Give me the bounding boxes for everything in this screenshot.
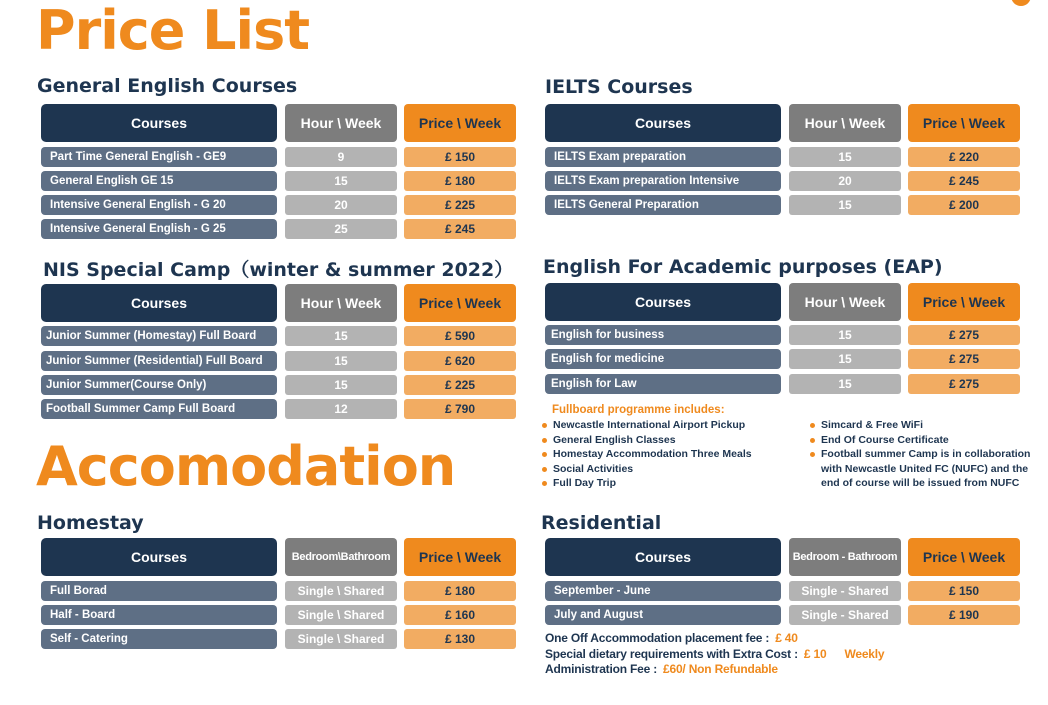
table-row-course: IELTS General Preparation <box>545 195 781 215</box>
table-row-hours: 9 <box>285 147 397 167</box>
table-row-hours: 15 <box>285 326 397 346</box>
fullboard-list-right <box>810 418 1040 491</box>
table-row-course: English for Law <box>545 374 781 394</box>
table-row-hours: 15 <box>285 351 397 371</box>
table-row-course: English for business <box>545 325 781 345</box>
table-row-hours: 20 <box>285 195 397 215</box>
header-courses: Courses <box>41 538 277 576</box>
table-row-hours: 15 <box>285 375 397 395</box>
table-row-hours: 15 <box>789 374 901 394</box>
table-row-room: Single \ Shared <box>285 581 397 601</box>
table-row-price: £ 130 <box>404 629 516 649</box>
admin-fee <box>545 662 778 676</box>
list-item: General English Classes <box>542 433 752 448</box>
table-row-hours: 15 <box>789 147 901 167</box>
admin-fee-value: £60/ Non Refundable <box>663 662 778 676</box>
table-row-price: £ 275 <box>908 374 1020 394</box>
header-hour-week: Hour \ Week <box>285 284 397 322</box>
table-row-price: £ 245 <box>908 171 1020 191</box>
list-item: Simcard & Free WiFi <box>810 418 1040 433</box>
table-row-price: £ 160 <box>404 605 516 625</box>
header-hour-week: Hour \ Week <box>789 104 901 142</box>
dietary-fee-value: £ 10 <box>803 647 827 661</box>
residential-title: Residential <box>541 512 662 534</box>
header-bedroom-bathroom: Bedroom\Bathroom <box>285 538 397 576</box>
table-row-course: Junior Summer (Homestay) Full Board <box>41 326 277 346</box>
table-row-price: £ 275 <box>908 325 1020 345</box>
header-hour-week: Hour \ Week <box>789 283 901 321</box>
placement-fee <box>545 631 798 645</box>
table-row-price: £ 790 <box>404 399 516 419</box>
table-row-course: Junior Summer(Course Only) <box>41 375 277 395</box>
table-row-course: Football Summer Camp Full Board <box>41 399 277 419</box>
table-row-hours: 25 <box>285 219 397 239</box>
header-courses: Courses <box>41 104 277 142</box>
table-row-course: English for medicine <box>545 349 781 369</box>
header-bedroom-bathroom: Bedroom - Bathroom <box>789 538 901 576</box>
table-row-hours: 15 <box>789 325 901 345</box>
page-title: Price List <box>36 0 310 62</box>
table-row-course: July and August <box>545 605 781 625</box>
table-row-price: £ 275 <box>908 349 1020 369</box>
header-hour-week: Hour \ Week <box>285 104 397 142</box>
placement-fee-label: One Off Accommodation placement fee : <box>545 631 770 645</box>
header-courses: Courses <box>545 104 781 142</box>
fullboard-list-left <box>542 418 752 491</box>
table-row-hours: 12 <box>285 399 397 419</box>
header-price-week: Price \ Week <box>404 104 516 142</box>
table-row-price: £ 225 <box>404 375 516 395</box>
table-row-course: Half - Board <box>41 605 277 625</box>
table-row-price: £ 620 <box>404 351 516 371</box>
table-row-course: Part Time General English - GE9 <box>41 147 277 167</box>
header-price-week: Price \ Week <box>404 538 516 576</box>
list-item: Football summer Camp is in collaboration with Newcastle United FC (NUFC) and the end of course will be issued from NUFC <box>810 447 1040 491</box>
header-courses: Courses <box>545 538 781 576</box>
header-price-week: Price \ Week <box>908 538 1020 576</box>
table-row-hours: 20 <box>789 171 901 191</box>
list-item: Newcastle International Airport Pickup <box>542 418 752 433</box>
table-row-hours: 15 <box>789 349 901 369</box>
general-english-title: General English Courses <box>37 75 298 97</box>
table-row-price: £ 180 <box>404 581 516 601</box>
table-row-price: £ 180 <box>404 171 516 191</box>
table-row-price: £ 190 <box>908 605 1020 625</box>
fullboard-heading: Fullboard programme includes: <box>552 404 725 416</box>
header-price-week: Price \ Week <box>908 104 1020 142</box>
table-row-room: Single - Shared <box>789 605 901 625</box>
dietary-fee <box>545 647 884 661</box>
table-row-price: £ 150 <box>908 581 1020 601</box>
nis-camp-title: NIS Special Camp（winter & summer 2022） <box>43 259 514 281</box>
eap-title: English For Academic purposes (EAP) <box>543 256 943 278</box>
list-item: End Of Course Certificate <box>810 433 1040 448</box>
placement-fee-value: £ 40 <box>775 631 798 645</box>
table-row-room: Single \ Shared <box>285 605 397 625</box>
header-courses: Courses <box>545 283 781 321</box>
table-row-course: Intensive General English - G 25 <box>41 219 277 239</box>
table-row-room: Single \ Shared <box>285 629 397 649</box>
table-row-course: Intensive General English - G 20 <box>41 195 277 215</box>
table-row-price: £ 245 <box>404 219 516 239</box>
header-courses: Courses <box>41 284 277 322</box>
table-row-price: £ 220 <box>908 147 1020 167</box>
header-price-week: Price \ Week <box>908 283 1020 321</box>
list-item: Full Day Trip <box>542 476 752 491</box>
list-item: Social Activities <box>542 462 752 477</box>
dietary-fee-label: Special dietary requirements with Extra Cost : <box>545 647 798 661</box>
table-row-room: Single - Shared <box>789 581 901 601</box>
table-row-course: September - June <box>545 581 781 601</box>
table-row-course: General English GE 15 <box>41 171 277 191</box>
admin-fee-label: Administration Fee : <box>545 662 658 676</box>
table-row-hours: 15 <box>285 171 397 191</box>
list-item: Homestay Accommodation Three Meals <box>542 447 752 462</box>
header-price-week: Price \ Week <box>404 284 516 322</box>
dietary-fee-frequency: Weekly <box>844 647 885 661</box>
table-row-price: £ 225 <box>404 195 516 215</box>
accommodation-title: Accomodation <box>36 435 456 498</box>
ielts-title: IELTS Courses <box>545 76 693 98</box>
homestay-title: Homestay <box>37 512 144 534</box>
table-row-course: IELTS Exam preparation <box>545 147 781 167</box>
table-row-price: £ 150 <box>404 147 516 167</box>
table-row-course: Self - Catering <box>41 629 277 649</box>
table-row-price: £ 590 <box>404 326 516 346</box>
table-row-course: Junior Summer (Residential) Full Board <box>41 351 277 371</box>
table-row-hours: 15 <box>789 195 901 215</box>
decorative-dot <box>1011 0 1031 6</box>
table-row-price: £ 200 <box>908 195 1020 215</box>
table-row-course: Full Borad <box>41 581 277 601</box>
table-row-course: IELTS Exam preparation Intensive <box>545 171 781 191</box>
